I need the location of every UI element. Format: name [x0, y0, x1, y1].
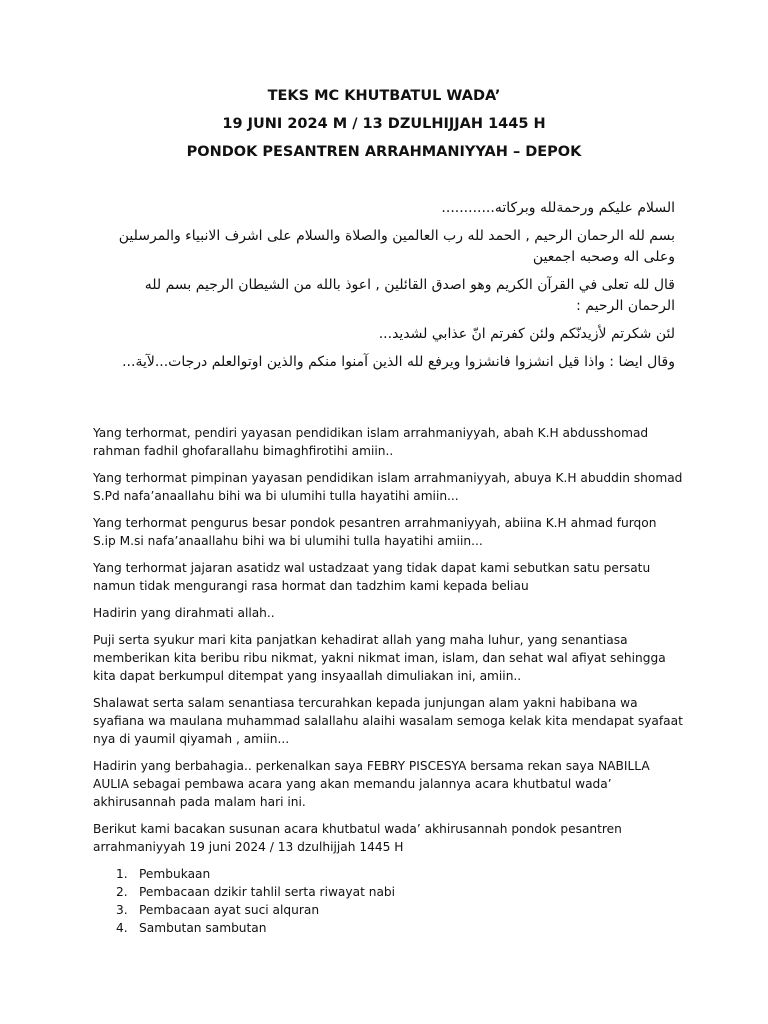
list-item-text: Pembukaan — [139, 867, 211, 881]
paragraph-leader: Yang terhormat pimpinan yayasan pendidikan islam arrahmaniyyah, abuya K.H abuddin shomad S.Pd nafa’anaallahu bihi wa bi ulumihi tulla hayatihi amiin... — [93, 471, 683, 503]
header-date: 19 JUNI 2024 M / 13 DZULHIJJAH 1445 H — [222, 116, 546, 132]
paragraph-gratitude: Puji serta syukur mari kita panjatkan kehadirat allah yang maha luhur, yang senantiasa memberikan kita beribu ribu nikmat, yakni nikmat iman, islam, dan sehat wal afiyat sehingga kita dapat berkumpul ditempat yang insyaallah dimuliakan ini, amiin.. — [93, 633, 666, 683]
list-item — [93, 883, 683, 901]
paragraph-introduction: Hadirin yang berbahagia.. perkenalkan saya FEBRY PISCESYA bersama rekan saya NABILLA AULIA sebagai pembawa acara yang akan memandu jalannya acara khutbatul wada’ akhirusannah pada malam hari ini. — [93, 759, 650, 809]
list-item-text: Pembacaan ayat suci alquran — [139, 903, 320, 917]
list-item — [93, 901, 683, 919]
arabic-greeting: السلام عليكم ورحمةلله وبركاته............ — [441, 200, 675, 216]
paragraph-audience: Hadirin yang dirahmati allah.. — [93, 606, 275, 620]
paragraph-board: Yang terhormat pengurus besar pondok pesantren arrahmaniyyah, abiina K.H ahmad furqon S.ip M.si nafa’anaallahu bihi wa bi ulumihi tulla hayatihi amiin... — [93, 516, 657, 548]
list-item — [93, 865, 683, 883]
paragraph-founder: Yang terhormat, pendiri yayasan pendidikan islam arrahmaniyyah, abah K.H abdusshomad rahman fadhil ghofarallahu bimaghfirotihi amiin.. — [93, 426, 649, 458]
document-body — [93, 424, 683, 937]
arabic-quran-intro: قال لله تعلى في القرآن الكريم وهو اصدق القائلين , اعوذ بالله من الشيطان الرجيم بسم لله الرحمان الرحيم : — [144, 277, 675, 314]
document-header — [0, 86, 768, 170]
paragraph-teachers: Yang terhormat jajaran asatidz wal ustadzaat yang tidak dapat kami sebutkan satu persatu namun tidak mengurangi rasa hormat dan tadzhim kami kepada beliau — [93, 561, 651, 593]
list-item-number: 3. — [116, 903, 128, 917]
list-item-text: Sambutan sambutan — [139, 921, 267, 935]
list-item — [93, 919, 683, 937]
header-institution: PONDOK PESANTREN ARRAHMANIYYAH – DEPOK — [186, 144, 582, 160]
paragraph-agenda-intro: Berikut kami bacakan susunan acara khutbatul wada’ akhirusannah pondok pesantren arrahmaniyyah 19 juni 2024 / 13 dzulhijjah 1445 H — [93, 822, 622, 854]
list-item-number: 2. — [116, 885, 128, 899]
agenda-list — [93, 865, 683, 937]
arabic-opening — [100, 198, 675, 380]
list-item-text: Pembacaan dzikir tahlil serta riwayat nabi — [139, 885, 396, 899]
list-item-number: 1. — [116, 867, 128, 881]
arabic-verse-1: لئن شكرتم لأزيدنّكم ولئن كفرتم انّ عذابي لشديد... — [378, 326, 675, 342]
list-item-number: 4. — [116, 921, 128, 935]
arabic-verse-2: وقال ايضا : واذا قيل انشزوا فانشزوا ويرفع لله الذين آمنوا منكم والذين اوتوالعلم درجات...لآية... — [122, 354, 675, 370]
paragraph-shalawat: Shalawat serta salam senantiasa tercurahkan kepada junjungan alam yakni habibana wa syafiana wa maulana muhammad salallahu alaihi wasalam semoga kelak kita mendapat syafaat nya di yaumil qiyamah , amiin... — [93, 696, 683, 746]
header-title: TEKS MC KHUTBATUL WADA’ — [267, 88, 501, 104]
arabic-basmalah: بسم لله الرحمان الرحيم , الحمد لله رب العالمين والصلاة والسلام على اشرف الانبياء والمرسلين وعلى اله وصحبه اجمعين — [118, 228, 675, 265]
